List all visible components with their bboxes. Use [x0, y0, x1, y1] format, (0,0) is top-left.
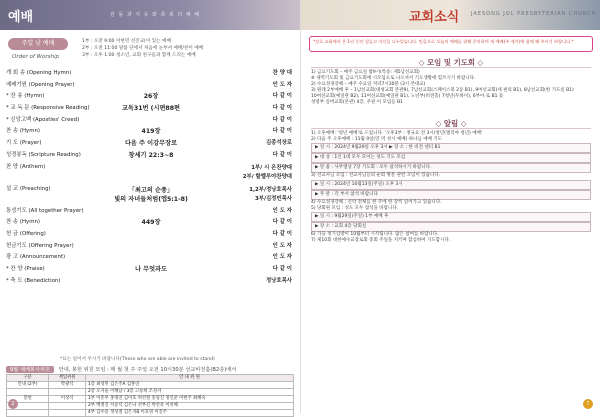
page-number: 2 [8, 399, 18, 409]
order-item-content [76, 186, 226, 204]
order-row [6, 264, 294, 276]
standing-note: *표는 일어서 주시기 바랍니다(Those who are able are invited to stand) [60, 357, 215, 362]
order-row [6, 126, 294, 138]
duty-cell: 박광석 [49, 382, 86, 389]
notice-line: 성령부 실버교회(본관) 4층, 주관 이 모임들 B1 [311, 100, 403, 106]
order-item-leader [273, 80, 292, 92]
order-row [6, 162, 294, 184]
divider [311, 128, 591, 129]
order-item-label: * 찬 양 (Praise) [6, 265, 45, 272]
order-item-leader-main: 인 도 자 [272, 207, 292, 214]
notice-line: 3) 원래 2부예배 후 – 1남선교회(대성교회 본관9), 7남선교회(스페이스북 2동 B1), 9여선교회(세 편의 B1), 8남선교회(한 기도실 B1) [311, 88, 574, 94]
order-row [6, 229, 294, 241]
order-item-label: 성경봉독 (Scripture Reading) [6, 151, 81, 158]
duty-row [7, 403, 294, 410]
notice-line: 4) 수요성경강해 : 신약 전체를 한 주에 한 장씩 읽어가고 있습니다. [311, 199, 442, 205]
duty-title: 안내, 봉헌 위원 모임 : 매 월 첫 주 주일 오전 10시30분 선교비전홀(B2층)에서 [58, 367, 237, 373]
order-item-label: 헌 금 (Offering) [6, 230, 46, 237]
order-row [6, 80, 294, 92]
order-item-leader [273, 126, 292, 138]
service-time: 1부 : 오전 9:00 이현민 선진교(이 있는 예배 [82, 39, 171, 44]
order-item-label: * 신앙고백 (Apostles' Creed) [6, 116, 80, 123]
order-item-leader-main: 1,2부/정낭호목사 [249, 186, 292, 193]
duty-table [6, 374, 294, 417]
order-item-leader [266, 138, 292, 150]
order-item-leader-main: 정낭호목사 [265, 277, 292, 284]
duty-cell: 2부 백철진 서승덕 김은나 선부진 박선옥 이선혜 [86, 403, 294, 410]
notice-line: 1) 오후예배: '청년 예배'로 드립니다. '오후3부 : 정규요 전 3시(청년(엘리야 청년) 예배' [311, 131, 483, 136]
order-item-leader-main: 인 도 자 [272, 81, 292, 88]
order-item-leader-main: 인 도 자 [272, 254, 292, 261]
divider [311, 67, 591, 68]
order-item-main: 창세기 22:3~8 [128, 151, 174, 159]
order-item-content [76, 103, 226, 115]
notice-line: ▶ 일 시 : 2024년 10월13일(주일) 오후 3시 [311, 180, 591, 190]
duty-cell: 안내 (2부) [7, 382, 49, 389]
order-item-leader-main: 인 도 자 [272, 242, 292, 249]
section-title: ◇ 알림 ◇ [435, 119, 467, 128]
order-row [6, 252, 294, 264]
notice-line: ▶ 장 소 : 교회 4층 당회실 [311, 222, 591, 232]
order-row [6, 217, 294, 229]
order-item-label: 통성기도 (All together Prayer) [6, 207, 84, 214]
order-item-label: 기 도 (Prayer) [6, 140, 42, 147]
order-list [6, 68, 294, 287]
section-title: ◇ 모임 및 기도회 ◇ [418, 58, 484, 67]
order-row [6, 276, 294, 288]
order-item-content [76, 91, 226, 103]
page-number: 7 [583, 399, 593, 409]
order-item-leader-sub: 3부/김정빈목사 [255, 195, 292, 202]
order-item-content [76, 138, 226, 150]
order-item-leader-main: 다 같 이 [272, 265, 292, 272]
order-item-main: 「최고의 순종」 [128, 186, 174, 194]
order-item-leader-main: 다 같 이 [272, 151, 292, 158]
duty-col: 구분 [7, 375, 49, 382]
order-item-label: 찬 양 (Anthem) [6, 163, 46, 170]
duty-cell: 이성석 [49, 396, 86, 403]
duty-cell: 1층 최성민 김은주A 김홍연 [86, 382, 294, 389]
order-row [6, 150, 294, 162]
order-item-leader [273, 252, 292, 264]
order-item-leader-main: 다 같 이 [272, 128, 292, 135]
notice-line: ▶ 일 시 : 9월29일(주일) 1부 예배 후 [311, 212, 591, 222]
order-item-leader-main: 김종석장로 [265, 140, 292, 147]
service-time: 3부 : 오후 1:00 청소년, 교회 친구들과 함께 드리는 예배 [82, 53, 196, 58]
order-item-main: 419장 [141, 128, 161, 136]
banner-subtitle: 감 동 과 지 유 와 축 복 의 예 배 [110, 12, 201, 18]
notice-line: ▶ 대 상 : 1인 1대 모두 모이는 성도 기도 모임 [311, 153, 591, 163]
order-item-content [76, 126, 226, 138]
order-item-main: 교독31번 (시편88편 [121, 105, 181, 113]
duty-row [7, 389, 294, 396]
order-item-label: 개 회 송 (Opening Hymn) [6, 70, 72, 76]
worship-banner [0, 0, 300, 30]
meetings-list [311, 70, 591, 107]
notice-line: 5) 당회원 모임 : 성도 모두 참석을 바랍니다. [311, 205, 399, 211]
order-row [6, 103, 294, 115]
duty-cell [49, 403, 86, 410]
order-item-leader-main: 찬 양 대 [272, 70, 292, 76]
order-item-leader [249, 186, 292, 204]
order-item-sub: 빛의 자녀들처럼(엡5:1-8) [114, 195, 188, 203]
order-item-leader [273, 241, 292, 253]
duty-badge: 9월 예배봉사위원 [6, 366, 54, 373]
order-item-label: 설 교 (Preaching) [6, 185, 51, 192]
duty-row [7, 382, 294, 389]
order-item-label: * 교 독 문 (Responsive Reading) [6, 105, 90, 112]
order-item-leader [273, 264, 292, 276]
order-row [6, 68, 294, 80]
order-row [6, 206, 294, 218]
notice-line: 2) 수요성경강해 – 매주 수요일 저녁7시30분 (3시 본대교) [311, 82, 426, 88]
order-item-label: * 찬 송 (Hymn) [6, 93, 45, 100]
notice-line: ▶ 무 관 : 각 부서 참석 바랍니다 [311, 190, 591, 200]
order-item-leader [273, 68, 292, 80]
notice-line: 6) 가을 정기심방이 10월부터 시작됩니다. 많은 참여를 바랍니다. [311, 232, 439, 238]
banner-title: 예배 [8, 10, 34, 25]
order-item-main: 26장 [143, 93, 159, 101]
order-item-leader [273, 115, 292, 127]
order-row [6, 184, 294, 206]
order-item-main: 나 무엇과도 [134, 265, 168, 273]
notice-line: ▶ 말 씀 : 사무엘상 7장 기도회 : 모두 참석하시기 바랍니다. [311, 163, 591, 173]
notice-box: *장로 교회에서 온 1년 동안 힘들고 자신을 나누었습니다. 믿음으로 오늘의 예배를 위해 준비하며 새 예배(주 제기)에 함께 해 주시기 바랍니다.* [309, 36, 593, 52]
order-item-content [76, 264, 226, 276]
duty-cell: 1부 이흥무 홍명진 김이호 허선철 송형진 정인준 이현주 최혜숙 [86, 396, 294, 403]
order-row [6, 241, 294, 253]
order-item-leader-main: 다 같 이 [272, 219, 292, 226]
service-time: 2부 : 오전 11:00 말씀 단에서 처음에 눈부셔 예배/찬이 예배 [82, 46, 204, 51]
duty-cell: 4부 김수용 정성철 김은지B 이호영 이진주 [86, 410, 294, 417]
order-item-leader [243, 164, 292, 182]
service-times [82, 38, 203, 59]
notice-line: ※ 새벽기도회 및 금요기도회에 시모임으로 나오셔서 기도생활에 힘쓰시기 바랍니다. [311, 76, 476, 82]
duty-row [7, 410, 294, 417]
order-item-leader [266, 276, 292, 288]
duty-cell [7, 389, 49, 396]
banner-title: 교회소식 [409, 10, 460, 25]
order-item-label: 예배기원 (Opening Prayer) [6, 81, 75, 88]
notice-line: 3) 선교사님 모임 : 선교사님들의 순회 방문 관련 모임이 있습니다. [311, 173, 441, 179]
order-item-main: 다음 주 이강무장로 [124, 140, 178, 148]
order-en: Order of Worship [12, 54, 59, 60]
order-item-leader-main: 다 같 이 [272, 230, 292, 237]
left-page [0, 0, 300, 413]
duty-cell [49, 389, 86, 396]
duty-cell [49, 410, 86, 417]
order-item-leader [273, 229, 292, 241]
banner-subtitle: JAESONG JOL PRESBYTERIAN CHURCH [471, 11, 597, 17]
order-item-leader-main: 1부/ 시 온찬양대 [251, 164, 292, 171]
order-item-main: 449장 [141, 219, 161, 227]
order-item-content [76, 150, 226, 162]
order-item-label: 광 고 (Announcement) [6, 254, 66, 261]
duty-header [6, 366, 236, 373]
order-item-leader [273, 103, 292, 115]
order-item-leader-sub: 2부/ 할렐루야찬양대 [242, 173, 292, 180]
duty-cell: 봉헌 [7, 396, 49, 403]
order-item-label: 찬 송 (Hymn) [6, 128, 40, 135]
order-item-leader [273, 150, 292, 162]
news-banner [301, 0, 600, 30]
duty-col: 책임위원 [49, 375, 86, 382]
right-page [300, 0, 600, 413]
order-item-content [76, 217, 226, 229]
duty-cell: 2층 오지윤 이해남 / 3층 고승희 조성자 [86, 389, 294, 396]
notice-line: 10여선교회(예일관 B2), 11여선교회(예일관 B1), 노년부(비전홀) 7청년(두바이), 6부아 로 B1 등 [311, 94, 504, 100]
order-item-label: 찬 송 (Hymn) [6, 219, 40, 226]
notice-line: ▶ 일 시 : 2024년 9월29일 오후 3시 ▶ 장 소 : 한 비전 센터 B1 [311, 143, 591, 153]
notices-list [311, 131, 591, 244]
duty-row [7, 396, 294, 403]
order-row [6, 138, 294, 150]
duty-col: 안 내 위 원 [86, 375, 294, 382]
order-title: 주일 낮 예배 [8, 38, 68, 50]
order-item-leader-main: 다 같 이 [272, 93, 292, 100]
order-item-leader-main: 다 같 이 [272, 105, 292, 112]
order-row [6, 91, 294, 103]
order-row [6, 115, 294, 127]
notice-line: 2) 다음 주 오후예배 : 11월 9일(연 역 성시 예배) 하나님 예배 기도 [311, 137, 443, 143]
notice-line: 1) 금요기도회 – 매주 금요일 밤9시(특송: 제5남선교회) [311, 70, 420, 75]
order-item-leader [273, 206, 292, 218]
order-item-leader [273, 217, 292, 229]
duty-cell [7, 410, 49, 417]
order-item-leader-main: 다 같 이 [272, 116, 292, 123]
order-item-label: * 축 도 (Benediction) [6, 277, 61, 284]
order-item-leader [273, 91, 292, 103]
order-item-label: 헌금기도 (Offering Prayer) [6, 242, 74, 249]
notice-line: 7) 제10회 대한예수교장로회 총회 주일을 지키며 합심하여 기도합시다. [311, 238, 451, 244]
